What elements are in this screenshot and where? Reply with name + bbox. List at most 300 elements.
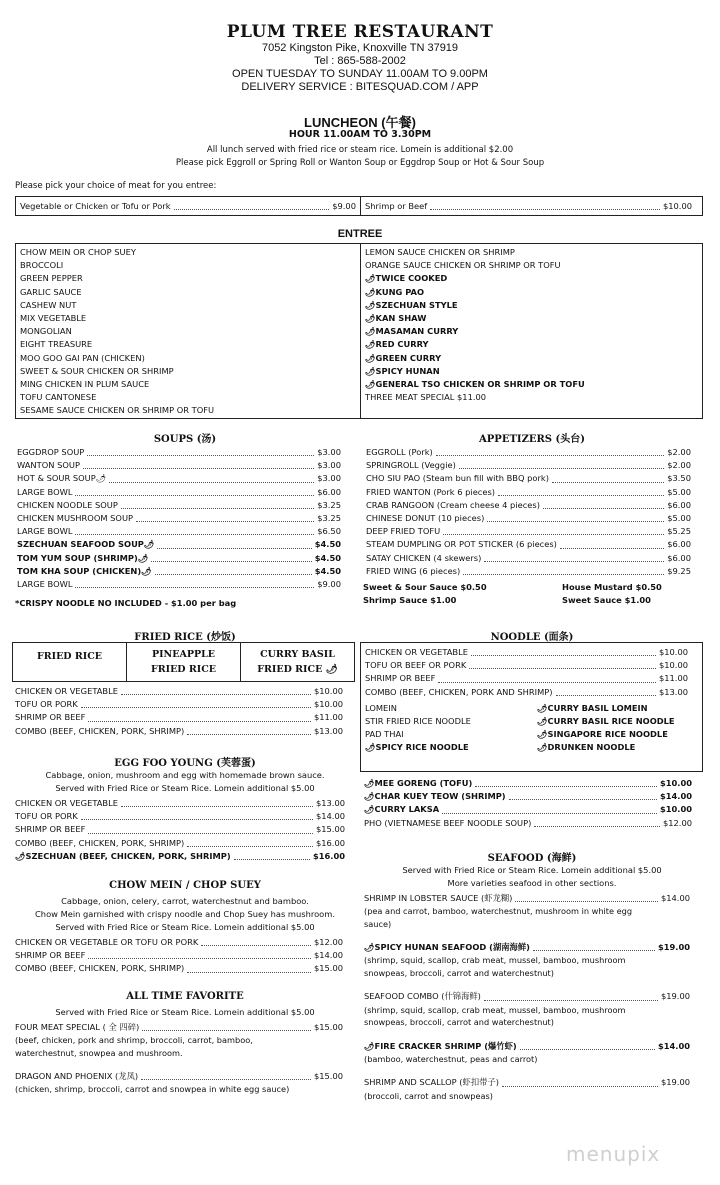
noodle-type-label: SPICY RICE NOODLE — [375, 742, 469, 753]
entree-item-label: TOFU CANTONESE — [20, 392, 97, 403]
all-time-favorite-title: ALL TIME FAVORITE — [126, 991, 244, 1002]
noodle-box — [360, 642, 703, 772]
luncheon-pick-note: Please pick Eggroll or Spring Roll or Wanton Soup or Eggdrop Soup or Hot & Sour Soup — [175, 158, 545, 168]
seafood-note-2: More varieties seafood in other sections. — [447, 878, 617, 888]
appetizer-item — [366, 499, 691, 512]
egg-foo-young-item-name: CHICKEN OR VEGETABLE — [15, 798, 118, 808]
noodle-special-price: $14.00 — [659, 791, 692, 802]
seafood-list — [364, 892, 690, 1113]
fried-rice-type-plain: FRIED RICE — [13, 643, 127, 681]
dot-leader — [443, 534, 664, 535]
dot-leader — [471, 655, 656, 656]
entree-item-label: RED CURRY — [375, 339, 429, 350]
seafood-item-desc: snowpeas, broccoli, carrot and waterchestnut) — [364, 967, 554, 978]
luncheon-note: All lunch served with fried rice or steam rice. Lomein is additional $2.00 — [206, 145, 514, 155]
entree-item-label: THREE MEAT SPECIAL $11.00 — [365, 392, 487, 403]
noodle-item-price: $11.00 — [658, 673, 688, 684]
noodle-item-name: CHICKEN OR VEGETABLE — [365, 647, 468, 657]
noodle-type-label: STIR FRIED RICE NOODLE — [365, 716, 471, 727]
dot-leader — [88, 833, 313, 834]
appetizer-item-price: $6.00 — [667, 499, 691, 510]
four-meat-special: FOUR MEAT SPECIAL ( 全 四碎) $15.00 (beef, chicken, pork and shrimp, broccoli, carrot, bamboo, waterchestnut, snowpea and mushroom. — [15, 1022, 343, 1058]
seafood-item — [364, 990, 690, 1028]
appetizer-item — [366, 459, 691, 472]
soup-item — [17, 552, 341, 565]
spicy-icon: 🌶 — [364, 791, 375, 802]
entree-right-items — [365, 246, 698, 404]
seafood-title: SEAFOOD (海鲜) — [487, 853, 577, 864]
noodle-type — [365, 728, 537, 741]
noodle-type-label: LOMEIN — [365, 702, 397, 713]
entree-item-label: CASHEW NUT — [20, 299, 77, 310]
appetizer-item — [366, 538, 691, 551]
seafood-item-row — [364, 892, 690, 905]
chow-mein-item — [15, 962, 343, 975]
appetizer-item — [366, 512, 691, 525]
spicy-icon: 🌶 — [364, 778, 375, 788]
seafood-item-row — [364, 941, 690, 954]
entree-item — [20, 352, 356, 365]
noodle-specials-list — [364, 777, 692, 830]
soups-title: SOUPS (汤) — [153, 434, 217, 445]
dot-leader — [502, 1086, 658, 1087]
chow-mein-item-name: SHRIMP OR BEEF — [15, 950, 86, 961]
fried-rice-item — [15, 698, 343, 711]
appetizer-item-price: $3.50 — [667, 473, 691, 484]
entree-item — [20, 365, 356, 378]
seafood-item — [364, 1040, 690, 1066]
soup-item — [17, 525, 341, 538]
egg-foo-young-item-price: $16.00 — [312, 850, 345, 861]
fried-rice-item — [15, 711, 343, 724]
entree-title: ENTREE — [337, 228, 383, 240]
seafood-item — [364, 941, 690, 979]
meat-choice-label: Please pick your choice of meat for you entree: — [15, 181, 217, 191]
entree-item — [365, 352, 698, 365]
spicy-icon: 🌶 — [364, 1040, 375, 1051]
dot-leader — [552, 482, 664, 483]
dot-leader — [121, 806, 313, 807]
noodle-item-price: $10.00 — [658, 660, 688, 671]
lunch-option-price: $9.00 — [332, 201, 356, 211]
noodle-type — [537, 702, 675, 715]
dot-leader — [543, 508, 664, 509]
noodle-special-price: $10.00 — [659, 804, 692, 815]
spicy-icon: 🌶 — [537, 716, 548, 727]
entree-item — [365, 338, 698, 351]
dot-leader — [157, 548, 311, 549]
egg-foo-young-list — [15, 797, 345, 863]
seafood-item-row — [364, 1076, 690, 1089]
dot-leader — [187, 734, 311, 735]
lunch-option-name: Vegetable or Chicken or Tofu or Pork — [20, 201, 171, 211]
noodle-types — [365, 702, 698, 755]
chow-mein-item-price: $15.00 — [313, 963, 343, 974]
appetizer-item — [366, 486, 691, 499]
entree-item — [365, 246, 698, 259]
seafood-item-name: SPICY HUNAN SEAFOOD (湖南海鲜) — [374, 942, 530, 953]
dot-leader — [155, 574, 312, 575]
entree-item-label: MING CHICKEN IN PLUM SAUCE — [20, 379, 150, 390]
dragon-phoenix-desc: (chicken, shrimp, broccoli, carrot and snowpea in white egg sauce) — [15, 1084, 290, 1095]
entree-item — [20, 312, 356, 325]
seafood-item — [364, 1076, 690, 1102]
noodle-type-label: SINGAPORE RICE NOODLE — [547, 729, 668, 740]
entree-item-label: SESAME SAUCE CHICKEN OR SHRIMP OR TOFU — [20, 405, 215, 416]
noodle-type-label: CURRY BASIL RICE NOODLE — [547, 716, 675, 727]
fried-rice-item-name: CHICKEN OR VEGETABLE — [15, 686, 118, 696]
seafood-item-desc: (bamboo, waterchestnut, peas and carrot) — [364, 1053, 538, 1064]
entree-item-label: SZECHUAN STYLE — [375, 299, 458, 310]
spicy-icon: 🌶 — [537, 702, 548, 713]
noodle-item — [365, 646, 688, 659]
dot-leader — [509, 799, 657, 800]
appetizer-item-price: $9.25 — [667, 565, 691, 576]
entree-item-label: BROCCOLI — [20, 260, 64, 271]
soup-item — [17, 459, 341, 472]
seafood-item-desc: (shrimp, squid, scallop, crab meat, mussel, bamboo, mushroom — [364, 955, 626, 966]
entree-item — [365, 272, 698, 285]
soup-item-price: $4.50 — [314, 539, 341, 550]
dot-leader — [151, 561, 311, 562]
entree-item-label: GREEN PEPPER — [20, 273, 83, 284]
appetizer-item-price: $2.00 — [667, 460, 691, 471]
entree-item-label: EIGHT TREASURE — [20, 339, 93, 350]
seafood-item-desc: snowpeas, broccoli, carrot and waterchestnut) — [364, 1017, 554, 1028]
dot-leader — [487, 521, 664, 522]
noodle-title: NOODLE (面条) — [490, 632, 574, 643]
noodle-special-name: CHAR KUEY TEOW (SHRIMP) — [374, 791, 506, 802]
egg-foo-young-item — [15, 850, 345, 863]
fried-rice-types — [12, 642, 355, 682]
egg-foo-young-note: Cabbage, onion, mushroom and egg with homemade brown sauce. — [45, 770, 325, 780]
appetizer-item — [366, 525, 691, 538]
soup-item-price: $3.25 — [317, 499, 341, 510]
noodle-type — [365, 702, 537, 715]
sauce-shrimp: Shrimp Sauce $1.00 — [363, 595, 457, 605]
entree-item-label: MASAMAN CURRY — [375, 326, 459, 337]
sauce-sweet: Sweet Sauce $1.00 — [562, 595, 651, 605]
appetizer-item — [366, 446, 691, 459]
fried-rice-item-price: $13.00 — [313, 725, 343, 736]
noodle-special — [364, 803, 692, 816]
soup-item-name: WANTON SOUP — [17, 460, 80, 471]
noodle-item-name: SHRIMP OR BEEF — [365, 673, 436, 684]
seafood-item-name: SEAFOOD COMBO (什锦海鲜) — [364, 991, 481, 1002]
entree-item — [365, 325, 698, 338]
egg-foo-young-item-name: COMBO (BEEF, CHICKEN, PORK, SHRIMP) — [15, 837, 185, 848]
entree-item — [20, 391, 356, 404]
dot-leader — [484, 1000, 658, 1001]
entree-item-label: SPICY HUNAN — [375, 365, 440, 376]
delivery-service: DELIVERY SERVICE : BITESQUAD.COM / APP — [241, 81, 479, 93]
noodle-special-price: $10.00 — [659, 778, 692, 788]
noodle-types-right — [537, 702, 675, 755]
chow-mein-note-3: Served with Fried Rice or Steam Rice. Lomein additional $5.00 — [55, 922, 315, 932]
soup-item-price: $6.00 — [317, 486, 341, 497]
entree-item — [20, 299, 356, 312]
appetizer-item-name: DEEP FRIED TOFU — [366, 526, 441, 537]
egg-foo-young-item — [15, 823, 345, 836]
noodle-type-label: CURRY BASIL LOMEIN — [547, 702, 648, 713]
noodle-type — [537, 728, 675, 741]
appetizer-item-name: CRAB RANGOON (Cream cheese 4 pieces) — [366, 499, 540, 510]
seafood-item-price: $19.00 — [660, 991, 690, 1002]
noodle-special — [364, 817, 692, 830]
noodle-type — [365, 741, 537, 754]
chow-mein-item-price: $12.00 — [313, 937, 343, 947]
appetizer-item — [366, 565, 691, 578]
entree-item — [20, 259, 356, 272]
entree-item-label: ORANGE SAUCE CHICKEN OR SHRIMP OR TOFU — [365, 260, 561, 271]
noodle-special — [364, 777, 692, 790]
soup-item-name: EGGDROP SOUP — [17, 447, 85, 457]
egg-foo-young-item-name: TOFU OR PORK — [15, 811, 78, 822]
noodle-special-name: MEE GORENG (TOFU) — [374, 778, 473, 788]
spicy-icon: 🌶 — [15, 850, 26, 861]
seafood-item-desc: (shrimp, squid, scallop, crab meat, mussel, bamboo, mushroom — [364, 1004, 626, 1015]
spicy-icon: 🌶 — [365, 273, 376, 284]
dot-leader — [560, 548, 664, 549]
noodle-item-name: COMBO (BEEF, CHICKEN, PORK AND SHRIMP) — [365, 686, 553, 697]
sauce-sweet-sour: Sweet & Sour Sauce $0.50 — [363, 582, 487, 592]
entree-item-label: KAN SHAW — [375, 313, 427, 324]
soup-item-price: $6.50 — [317, 526, 341, 537]
chow-mein-item — [15, 949, 343, 962]
egg-foo-young-item-price: $15.00 — [315, 824, 345, 835]
dot-leader — [534, 826, 660, 827]
chow-mein-note-2: Chow Mein garnished with crispy noodle and Chop Suey has mushroom. — [35, 909, 335, 919]
spicy-icon: 🌶 — [364, 942, 375, 953]
spicy-icon: 🌶 — [143, 539, 155, 550]
soup-item-name: LARGE BOWL — [17, 526, 73, 537]
dot-leader — [498, 495, 664, 496]
soup-item — [17, 486, 341, 499]
egg-foo-young-item — [15, 837, 345, 850]
entree-item-label: KUNG PAO — [375, 286, 425, 297]
noodle-item-price: $10.00 — [658, 647, 688, 657]
dot-leader — [81, 707, 311, 708]
entree-item — [365, 312, 698, 325]
appetizer-item-name: SATAY CHICKEN (4 skewers) — [366, 552, 482, 563]
dot-leader — [463, 574, 664, 575]
dot-leader — [484, 561, 664, 562]
appetizer-item — [366, 472, 691, 485]
spicy-icon: 🌶 — [365, 299, 376, 310]
dot-leader — [436, 455, 664, 456]
all-time-favorite-note: Served with Fried Rice or Steam Rice. Lomein additional $5.00 — [55, 1007, 315, 1017]
egg-foo-young-title: EGG FOO YOUNG (芙蓉蛋) — [114, 758, 256, 769]
entree-list-left — [15, 243, 361, 419]
soup-item-price: $4.50 — [314, 565, 341, 576]
entree-item-label: CHOW MEIN OR CHOP SUEY — [20, 247, 136, 257]
entree-item — [20, 272, 356, 285]
fried-rice-item-price: $10.00 — [313, 699, 343, 710]
soup-item-price: $3.25 — [317, 513, 341, 524]
egg-foo-young-item-price: $14.00 — [315, 811, 345, 822]
soup-item-name: TOM KHA SOUP (CHICKEN) — [17, 565, 142, 576]
spicy-icon: 🌶 — [365, 352, 376, 363]
entree-item — [20, 378, 356, 391]
spicy-icon: 🌶 — [365, 742, 376, 753]
soup-item — [17, 446, 341, 459]
fried-rice-type-curry-basil: CURRY BASIL FRIED RICE 🌶 — [257, 649, 338, 675]
entree-item — [365, 286, 698, 299]
spicy-icon: 🌶 — [365, 339, 376, 350]
dot-leader — [83, 468, 314, 469]
dot-leader — [201, 945, 311, 946]
dot-leader — [75, 534, 314, 535]
four-meat-desc: (beef, chicken, pork and shrimp, broccoli, carrot, bamboo, — [15, 1035, 253, 1046]
entree-item-label: GARLIC SAUCE — [20, 286, 82, 297]
seafood-item-name: SHRIMP AND SCALLOP (虾扣带子) — [364, 1077, 499, 1088]
seafood-item-row — [364, 1040, 690, 1053]
dot-leader — [475, 786, 657, 787]
soup-item-price: $4.50 — [314, 552, 341, 563]
entree-list-right — [360, 243, 703, 419]
seafood-item-desc: (pea and carrot, bamboo, waterchestnut, mushroom in white egg — [364, 906, 633, 917]
appetizer-item-price: $6.00 — [667, 552, 691, 563]
fried-rice-item-price: $10.00 — [313, 686, 343, 696]
fried-rice-item-name: TOFU OR PORK — [15, 699, 78, 710]
entree-item — [20, 325, 356, 338]
appetizer-item — [366, 552, 691, 565]
fried-rice-title: FRIED RICE (炒饭) — [134, 632, 236, 643]
entree-item-label: GENERAL TSO CHICKEN OR SHRIMP OR TOFU — [375, 379, 585, 390]
entree-item — [365, 365, 698, 378]
seafood-item-price: $19.00 — [657, 942, 690, 953]
seafood-item-name: FIRE CRACKER SHRIMP (爆竹虾) — [374, 1040, 517, 1051]
noodle-type-label: DRUNKEN NOODLE — [547, 742, 636, 753]
seafood-item-price: $14.00 — [657, 1040, 690, 1051]
noodle-special — [364, 790, 692, 803]
appetizer-item-name: EGGROLL (Pork) — [366, 447, 433, 457]
dot-leader — [556, 695, 656, 696]
soup-item — [17, 578, 341, 591]
fried-rice-list — [15, 685, 343, 738]
soup-item-name: HOT & SOUR SOUP — [17, 473, 96, 484]
opening-hours: OPEN TUESDAY TO SUNDAY 11.00AM TO 9.00PM — [232, 68, 488, 80]
dragon-and-phoenix: DRAGON AND PHOENIX (龙凤) $15.00 (chicken, shrimp, broccoli, carrot and snowpea in white egg sauce) — [15, 1071, 343, 1095]
seafood-item-price: $19.00 — [660, 1077, 690, 1088]
appetizer-item-price: $5.25 — [667, 526, 691, 537]
soup-item — [17, 512, 341, 525]
dot-leader — [234, 859, 310, 860]
egg-foo-young-note-2: Served with Fried Rice or Steam Rice. Lomein additional $5.00 — [55, 783, 315, 793]
seafood-item-desc: sauce) — [364, 918, 392, 929]
soup-item — [17, 472, 341, 485]
seafood-item-desc: (broccoli, carrot and snowpeas) — [364, 1090, 493, 1101]
fried-rice-item-name: SHRIMP OR BEEF — [15, 712, 86, 723]
dot-leader — [88, 958, 311, 959]
appetizer-item-name: SPRINGROLL (Veggie) — [366, 460, 456, 471]
noodle-type — [537, 741, 675, 754]
noodle-item-price: $13.00 — [658, 686, 688, 697]
fried-rice-item-price: $11.00 — [313, 712, 343, 723]
noodle-price-list — [365, 646, 698, 699]
soup-item-name: SZECHUAN SEAFOOD SOUP — [17, 539, 144, 550]
dot-leader — [469, 668, 656, 669]
entree-item — [20, 404, 356, 417]
appetizer-item-price: $5.00 — [667, 486, 691, 497]
egg-foo-young-item-name: SHRIMP OR BEEF — [15, 824, 86, 835]
seafood-item-row — [364, 990, 690, 1003]
entree-item-label: MIX VEGETABLE — [20, 313, 87, 324]
entree-item-label: GREEN CURRY — [375, 352, 442, 363]
egg-foo-young-item-name: SZECHUAN (BEEF, CHICKEN, PORK, SHRIMP) — [25, 850, 231, 861]
spicy-icon: 🌶 — [137, 552, 149, 563]
seafood-note: Served with Fried Rice or Steam Rice. Lomein additional $5.00 — [402, 865, 662, 875]
appetizer-item-name: FRIED WANTON (Pork 6 pieces) — [366, 486, 496, 497]
soup-item-name: TOM YUM SOUP (SHRIMP) — [17, 552, 138, 563]
entree-item — [365, 391, 698, 404]
fried-rice-item — [15, 725, 343, 738]
soup-item-price: $9.00 — [317, 579, 341, 590]
soup-item-price: $3.00 — [317, 447, 341, 457]
spicy-icon: 🌶 — [365, 379, 376, 390]
spicy-icon: 🌶 — [364, 804, 375, 815]
egg-foo-young-item-price: $16.00 — [315, 837, 345, 848]
lunch-option-name: Shrimp or Beef — [365, 201, 428, 211]
entree-item — [365, 259, 698, 272]
spicy-icon: 🌶 — [365, 286, 376, 297]
egg-foo-young-item — [15, 797, 345, 810]
noodle-types-left — [365, 702, 537, 755]
soup-item-name: CHICKEN MUSHROOM SOUP — [17, 513, 134, 524]
entree-item — [20, 246, 356, 259]
soup-item-name: LARGE BOWL — [17, 486, 73, 497]
entree-item-label: SWEET & SOUR CHICKEN OR SHRIMP — [20, 365, 174, 376]
appetizer-item-name: FRIED WING (6 pieces) — [366, 565, 461, 576]
dot-leader — [136, 521, 314, 522]
spicy-icon: 🌶 — [365, 326, 376, 337]
seafood-item-name: SHRIMP IN LOBSTER SAUCE (虾龙糊) — [364, 893, 513, 903]
spicy-icon: 🌶 — [365, 365, 376, 376]
dot-leader — [187, 972, 311, 973]
seafood-item-price: $14.00 — [660, 893, 690, 903]
soup-item-name: LARGE BOWL — [17, 579, 73, 590]
fried-rice-item — [15, 685, 343, 698]
entree-item-label: MONGOLIAN — [20, 326, 72, 337]
noodle-special-price: $12.00 — [662, 817, 692, 828]
lunch-option-veg — [15, 196, 361, 216]
address: 7052 Kingston Pike, Knoxville TN 37919 — [261, 42, 459, 54]
restaurant-name: PLUM TREE RESTAURANT — [226, 22, 494, 42]
dot-leader — [75, 587, 314, 588]
spicy-icon: 🌶 — [95, 473, 107, 484]
dot-leader — [515, 901, 658, 902]
entree-item — [365, 378, 698, 391]
appetizer-item-name: CHINESE DONUT (10 pieces) — [366, 513, 485, 524]
soups-list — [17, 446, 341, 591]
appetizer-item-name: STEAM DUMPLING OR POT STICKER (6 pieces) — [366, 539, 557, 550]
egg-foo-young-item — [15, 810, 345, 823]
dot-leader — [520, 1049, 655, 1050]
four-meat-desc-2: waterchestnut, snowpea and mushroom. — [15, 1047, 183, 1058]
spicy-icon: 🌶 — [537, 729, 548, 740]
noodle-item — [365, 672, 688, 685]
soup-item-price: $3.00 — [317, 473, 341, 484]
dot-leader — [109, 482, 314, 483]
noodle-special-name: PHO (VIETNAMESE BEEF NOODLE SOUP) — [364, 817, 532, 828]
telephone: Tel : 865-588-2002 — [314, 55, 406, 67]
dot-leader — [75, 495, 314, 496]
entree-item-label: MOO GOO GAI PAN (CHICKEN) — [20, 352, 145, 363]
noodle-item — [365, 686, 688, 699]
luncheon-title: LUNCHEON (午餐) — [304, 115, 416, 130]
entree-item — [365, 299, 698, 312]
noodle-special-name: CURRY LAKSA — [374, 804, 440, 815]
